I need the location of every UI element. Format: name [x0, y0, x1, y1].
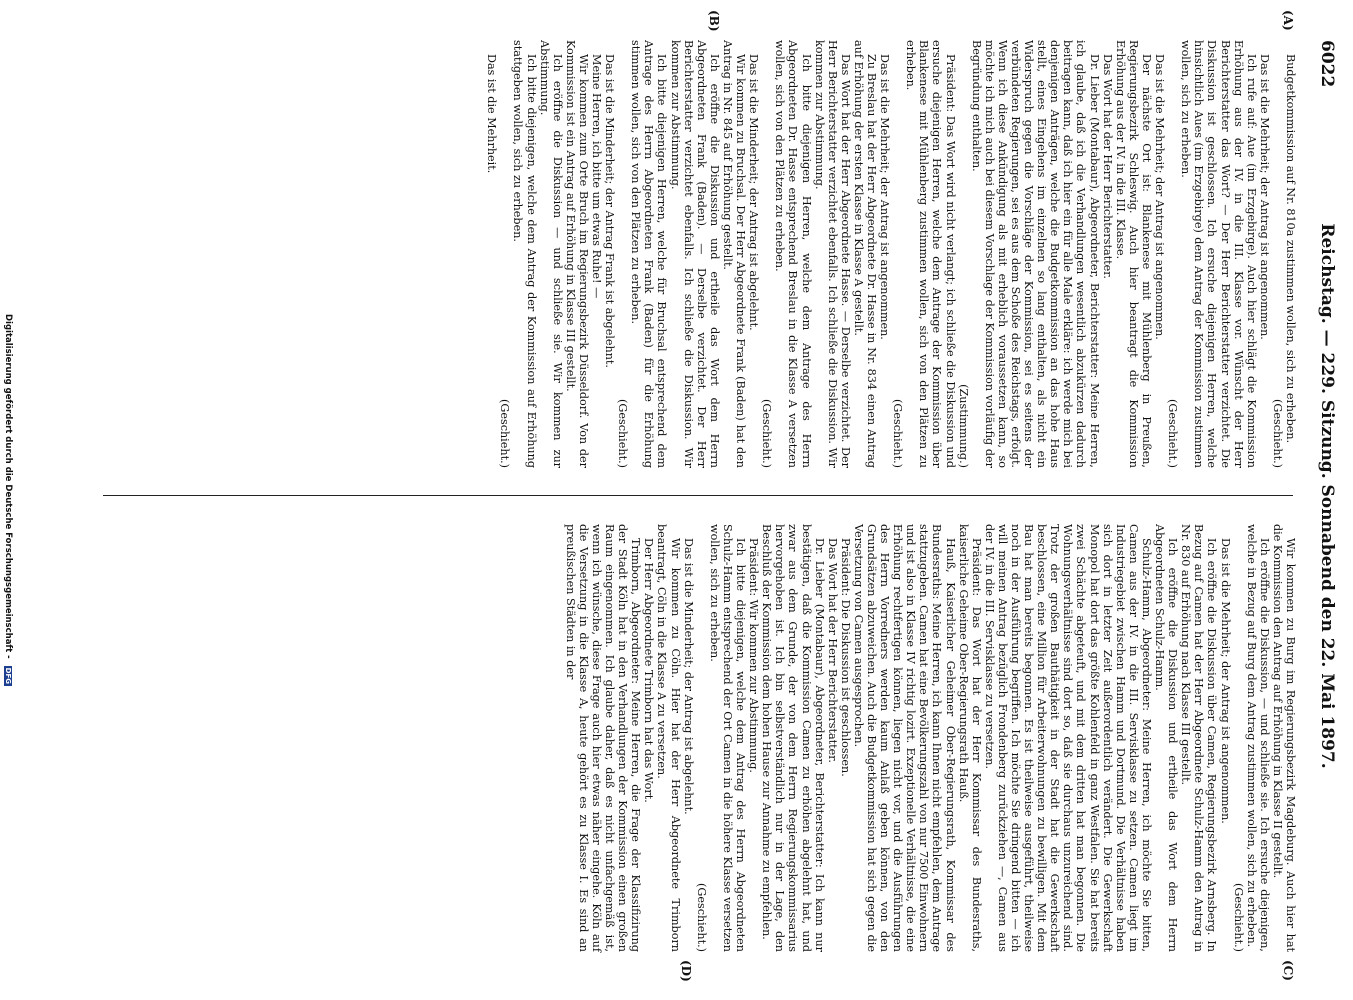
- left-column-paragraph: (Geschieht.): [616, 399, 630, 468]
- left-column-paragraph: Das ist die Minderheit; der Antrag ist abgelehnt.: [747, 54, 761, 331]
- left-column-paragraph: Budgetkommission auf Nr. 810a zustimmen wollen, sich zu erheben.: [1284, 54, 1297, 444]
- right-column-paragraph: Präsident: Das Wort hat der Herr Kommissar des Bundesraths, kaiserliche Geheime Ober-Regierungsrath Hauß.: [956, 524, 983, 952]
- right-column-paragraph: Schulz-Hamm, Abgeordneter: Meine Herren, ich möchte Sie bitten, Camen aus der IV. in die III. Servisklasse zu setzen. Camen liegt im Industriegebiet zwischen Hamm und Dortmund. Die Verhältnisse haben sich dort in letzter Zeit außerordentlich verändert. Die Gewerkschaft Monopol hat dort das größte Kohlenfeld in ganz Westfalen. Sie hat bereits zwei Schächte abgeteuft, und mit dem dritten hat man begonnen. Die Wohnungsverhältnisse sind dort so, daß sie durchaus unzureichend sind. Trotz der großen Bauthätigkeit in der Stadt hat die Gewerkschaft beschlossen, eine Million für Arbeiterwohnungen zu bewilligen. Mit dem Bau hat man bereits begonnen. Es ist theilweise ausgeführt, theilweise noch in der Ausführung begriffen. Ich möchte Sie dringend bitten — ich will meinen Antrag bezüglich Frondenberg zurückziehen —, Camen aus der IV. in die III. Servisklasse zu versetzen.: [982, 524, 1153, 952]
- right-column-paragraph: Das ist die Mehrheit; der Antrag ist angenommen.: [1218, 538, 1232, 824]
- left-column-paragraph: (Geschieht.): [1166, 399, 1180, 468]
- page-title: Reichstag. — 229. Sitzung. Sonnabend den 22. Mai 1897.: [1317, 223, 1337, 769]
- page-header: [1313, 40, 1337, 952]
- right-column-paragraph: Ich bitte diejenigen, welche dem Antrag des Herrn Abgeordneten Schulz-Hamm entsprechend der Ort Camen in die höhere Klasse versetzen wollen, sich zu erheben.: [707, 524, 748, 952]
- left-column-paragraph: Wir kommen zum Orte Bruch im Regierungsbezirk Düsseldorf. Von der Kommission ist ein Antrag auf Erhöhung in Klasse III gestellt.: [563, 40, 590, 468]
- left-column-paragraph: Wir kommen zu Bruchsal. Der Herr Abgeordnete Frank (Baden) hat den Antrag in Nr. 845 auf Erhöhung gestellt.: [720, 40, 748, 468]
- right-column-paragraph: Trimborn, Abgeordneter: Meine Herren, die Frage der Klassifizirung der Stadt Köln hat in den Verhandlungen der Kommission einen großen Raum eingenommen. Ich glaube daher, daß es nicht unfachgemäß ist, wenn ich wünsche, diese Frage auch hier etwas näher eingehe. Köln auf die Versetzung in die Klasse A, heute gehört es zu Klasse I. Es sind an preußischen Städten in der: [563, 524, 643, 952]
- left-column-paragraph: Das ist die Mehrheit; der Antrag ist angenommen.: [878, 54, 892, 340]
- right-column-paragraph: (Geschieht.): [694, 883, 708, 952]
- margin-mark-b: (B): [707, 10, 721, 32]
- left-column-paragraph: (Geschieht.): [760, 399, 774, 468]
- left-column-paragraph: Dr. Lieber (Montabaur), Abgeordneter, Berichterstatter: Meine Herren, ich glaube, daß ich die Verhandlungen wesentlich abzukürzen dadurch beitragen kann, daß ich hier ein für alle Male erkläre: ich werde mich bei denjenigen Anträgen, welche die Budgetkommission an das hohe Haus stellt, eines Eingehens im einzelnen so lang enthalten, als nicht ein Widerspruch gegen die Vorschläge der Kommission, sei es seitens der verbündeten Regierungen, sei es aus dem Schoße des Reichstags, erfolgt. Wenn ich diese Ankündigung als mit erheblich voraussetzen kann, so möchte ich mich auch bei diesem Vorschlage der Kommission vorläufig der Begründung enthalten.: [969, 40, 1101, 468]
- left-column-paragraph: Ich bitte diejenigen, welche dem Antrag der Kommission auf Erhöhung stattgeben wollen, sich zu erheben.: [511, 40, 538, 468]
- right-column-paragraph: Hauß, Kaiserlicher Geheimer Ober-Regierungsrath, Kommissar des Bundesraths: Meine Herren, ich kann Ihnen nicht empfehlen, dem Antrage stattzugeben. Camen hat eine Bevölkerungszahl von nur 7500 Einwohnern und ist also in Klasse IV richtig lozirt. Exzeptionelle Verhältnisse, die eine Erhöhung rechtfertigen können, liegen nicht vor, und die Ausführungen des Herrn Vorredners werden kaum Anlaß geben können, von den Grundsätzen abzuweichen. Auch die Budgetkommission hat sich gegen die Versetzung von Camen ausgesprochen.: [851, 524, 957, 952]
- left-column-paragraph: Der nächste Ort ist: Blankenese mit Mühlenberg in Preußen, Regierungsbezirk Schleswig. Auch hier beantragt die Kommission Erhöhung aus der IV. in die III. Klasse.: [1113, 40, 1153, 468]
- margin-mark-c: (C): [1281, 960, 1295, 981]
- right-column-paragraph: Präsident: Die Diskussion ist geschlossen.: [838, 538, 852, 777]
- margin-mark-a: (A): [1281, 10, 1295, 31]
- right-column-paragraph: Dr. Lieber (Montabaur), Abgeordneter, Berichterstatter: Ich kann nur bestätigen, daß die Kommission Camen zu erhöhen abgelehnt hat, und zwar aus dem Grunde, der von dem Herrn Regierungskommissarius hervorgehoben ist. Ich bin selbstverständlich nur in der Lage, den Beschluß der Kommission dem hohen Hause zur Annahme zu empfehlen.: [760, 524, 826, 952]
- left-column-paragraph: (Geschieht.): [1270, 399, 1284, 468]
- left-column-paragraph: Ich eröffne die Diskussion und ertheile das Wort dem Herrn Abgeordneten Frank (Baden). — Derselbe verzichtet. Der Herr Berichterstatter verzichtet ebenfalls. Ich schließe die Diskussion. Wir kommen zur Abstimmung.: [668, 40, 721, 468]
- right-column-paragraph: Präsident: Wir kommen zur Abstimmung.: [747, 538, 761, 773]
- right-column-paragraph: (Geschieht.): [1231, 883, 1245, 952]
- left-column-paragraph: Ich rufe auf: Aue (im Erzgebirge). Auch hier schlägt die Kommission Erhöhung aus der IV. in die III. Klasse vor. Wünscht der Herr Berichterstatter das Wort? — Der Herr Berichterstatter verzichtet. Die Diskussion ist geschlossen. Ich ersuche diejenigen Herren, welche hinsichtlich Aues (im Erzgebirge) dem Antrag der Kommission zustimmen wollen, sich zu erheben.: [1179, 40, 1258, 468]
- column-divider: [103, 495, 1293, 496]
- left-column-paragraph: Das ist die Mehrheit.: [485, 54, 499, 174]
- left-column-paragraph: (Geschieht.): [891, 399, 905, 468]
- right-column-paragraph: Ich eröffne die Diskussion über Camen, Regierungsbezirk Arnsberg. In Bezug auf Camen hat der Herr Abgeordnete Schulz-Hamm den Antrag in Nr. 830 auf Erhöhung nach Klasse III gestellt.: [1179, 524, 1219, 952]
- right-column-paragraph: Wir kommen zu Cöln. Hier hat der Herr Abgeordnete Trimborn beantragt, Cöln in die Klasse A zu versetzen.: [655, 524, 682, 952]
- left-column-paragraph: Das ist die Minderheit; der Antrag Frank ist abgelehnt.: [603, 54, 617, 368]
- dfg-logo: DFG: [4, 667, 12, 684]
- right-column-paragraph: Ich eröffne die Diskussion, — und schließe sie. Ich ersuche diejenigen, welche in Bezug auf Burg dem Antrag zustimmen wollen, sich zu erheben.: [1244, 524, 1271, 952]
- left-column-paragraph: Zu Breslau hat der Herr Abgeordnete Dr. Hasse in Nr. 834 einen Antrag auf Erhöhung der ersten Klasse in Klasse A gestellt.: [851, 40, 878, 468]
- page-number: 6022: [1317, 40, 1337, 88]
- right-column-paragraph: Das Wort hat der Herr Berichterstatter.: [825, 538, 839, 763]
- right-column-paragraph: Das ist die Minderheit; der Antrag ist abgelehnt.: [681, 538, 695, 815]
- left-column-paragraph: Präsident: Das Wort wird nicht verlangt; ich schließe die Diskussion und ersuche diejenigen Herren, welche dem Antrage der Kommission über Blankenese mit Mühlenberg zustimmen wollen, sich von den Plätzen zu erheben.: [904, 40, 957, 468]
- left-column-paragraph: Das Wort hat der Herr Abgeordnete Hasse. — Derselbe verzichtet. Der Herr Berichterstatter verzichtet ebenfalls. Ich schließe die Diskussion. Wir kommen zur Abstimmung.: [812, 40, 852, 468]
- right-column: [564, 524, 1297, 952]
- right-column-paragraph: Wir kommen zu Burg im Regierungsbezirk Magdeburg. Auch hier hat die Kommission den Antrag auf Erhöhung in Klasse II gestellt.: [1270, 524, 1297, 952]
- left-column: [485, 40, 1297, 468]
- left-column-paragraph: (Geschieht.): [498, 399, 512, 468]
- left-column-paragraph: Das ist die Mehrheit; der Antrag ist angenommen.: [1257, 54, 1271, 340]
- left-column-paragraph: Das Wort hat der Herr Berichterstatter.: [1100, 54, 1114, 279]
- left-column-paragraph: Ich eröffne die Diskussion — und schließe sie. Wir kommen zur Abstimmung.: [537, 40, 564, 468]
- margin-mark-d: (D): [679, 960, 693, 982]
- left-column-paragraph: Meine Herren, ich bitte um etwas Ruhe! —: [590, 54, 604, 299]
- left-column-paragraph: Ich bitte diejenigen Herren, welche für Bruchsal entsprechend dem Antrage des Herrn Abgeordneten Frank (Baden) für die Erhöhung stimmen wollen, sich von den Plätzen zu erheben.: [629, 40, 669, 468]
- footer: [3, 0, 13, 1000]
- left-column-paragraph: Ich bitte diejenigen Herren, welche dem Antrage des Herrn Abgeordneten Dr. Hasse entsprechend Breslau in die Klasse A versetzen wollen, sich von den Plätzen zu erheben.: [773, 40, 813, 468]
- right-column-paragraph: Ich eröffne die Diskussion und ertheile das Wort dem Herrn Abgeordneten Schulz-Hamm.: [1153, 524, 1180, 952]
- left-column-paragraph: (Zustimmung.): [956, 384, 970, 468]
- footer-text: Digitalisierung gefördert durch die Deutsche Forschungsgemeinschaft -: [3, 314, 13, 659]
- left-column-paragraph: Das ist die Mehrheit; der Antrag ist angenommen.: [1153, 54, 1167, 340]
- right-column-paragraph: Der Herr Abgeordnete Trimborn hat das Wort.: [642, 538, 656, 803]
